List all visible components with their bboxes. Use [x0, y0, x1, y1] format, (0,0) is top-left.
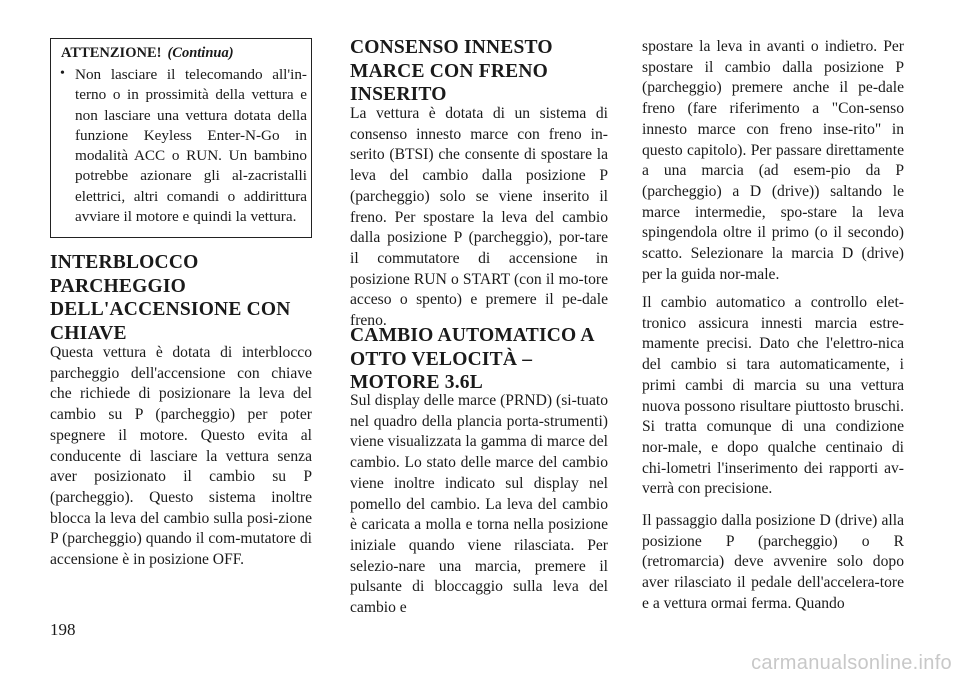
bullet-icon: • [60, 66, 65, 81]
heading-interlock: INTERBLOCCO PARCHEGGIO DELL'ACCENSIONE CON CHIAVE [50, 252, 291, 344]
body-automatic-4: Il passaggio dalla posizione D (drive) alla posizione P (parcheggio) o R (retromarcia) deve avvenire solo dopo aver rilasciato il pedale dell'accelera-tore e a vettura ormai ferma. Quando [642, 512, 904, 612]
body-automatic-2: spostare la leva in avanti o indietro. Per spostare il cambio dalla posizione P (parcheggio) premere anche il pe-dale freno (fare riferimento a "Con-senso innesto marce con freno inse-rito" in questo capitolo). Per passare direttamente a una marcia (ad esem-pio da P (parcheggio) a D (drive)) saltando le marce intermedie, spo-stare la leva spingendola oltre il primo (o il secondo) scatto. Selezionare la marcia D (drive) per la guida nor-male. [642, 38, 904, 283]
watermark: carmanualsonline.info [751, 652, 952, 674]
warning-title: ATTENZIONE! [61, 45, 162, 61]
body-btsi: La vettura è dotata di un sistema di consenso innesto marce con freno in-serito (BTSI) che consente di spostare la leva del cambio dalla posizione P (parcheggio) solo se viene inserito il freno. Per spostare la leva del cambio dalla posizione P (parcheggio), por-tare il commutatore di accensione in posizione RUN o START (con il mo-tore acceso o spento) e premere il pe-dale freno. [350, 105, 608, 330]
warning-continued: (Continua) [167, 45, 234, 61]
body-interlock: Questa vettura è dotata di interblocco parcheggio dell'accensione con chiave che richiede di posizionare la leva del cambio su P (parcheggio) per poter spegnere il motore. Questo evita al conducente di lasciare la vettura senza aver posizionato il cambio su P (parcheggio). Questo sistema inoltre blocca la leva del cambio sulla posi-zione P (parcheggio) quando il com-mutatore di accensione è in posizione OFF. [50, 344, 312, 569]
page-number: 198 [50, 620, 76, 639]
body-automatic-1: Sul display delle marce (PRND) (si-tuato nel quadro della plancia porta-strumenti) viene visualizzata la gamma di marce del cambio. Lo stato delle marce del cambio viene inoltre indicato sul display nel pomello del cambio. La leva del cambio è caricata a molla e torna nella posizione iniziale quando viene rilasciata. Per selezio-nare una marcia, premere il pulsante di bloccaggio sulla leva del cambio e [350, 392, 608, 617]
body-automatic-3: Il cambio automatico a controllo elet-tronico assicura innesti marcia estre-mamente precisi. Dato che l'elettro-nica del cambio si tara automaticamente, i primi cambi di marcia su una vettura nuova possono risultare piuttosto bruschi. Si tratta comunque di una condizione nor-male, e dopo qualche centinaio di chi-lometri l'inserimento dei rapporti av-verrà con precisione. [642, 294, 904, 498]
warning-box [50, 38, 312, 238]
heading-btsi: CONSENSO INNESTO MARCE CON FRENO INSERITO [350, 37, 553, 105]
heading-automatic: CAMBIO AUTOMATICO A OTTO VELOCITÀ – MOTORE 3.6L [350, 325, 594, 393]
warning-text: Non lasciare il telecomando all'in-terno o in prossimità della vettura e non lasciare una vettura dotata della funzione Keyless Enter-N-Go in modalità ACC o RUN. Un bambino potrebbe azionare gli al-zacristalli elettrici, altri comandi o addirittura avviare il motore e quindi la vettura. [75, 66, 307, 226]
warning-header [61, 45, 234, 62]
